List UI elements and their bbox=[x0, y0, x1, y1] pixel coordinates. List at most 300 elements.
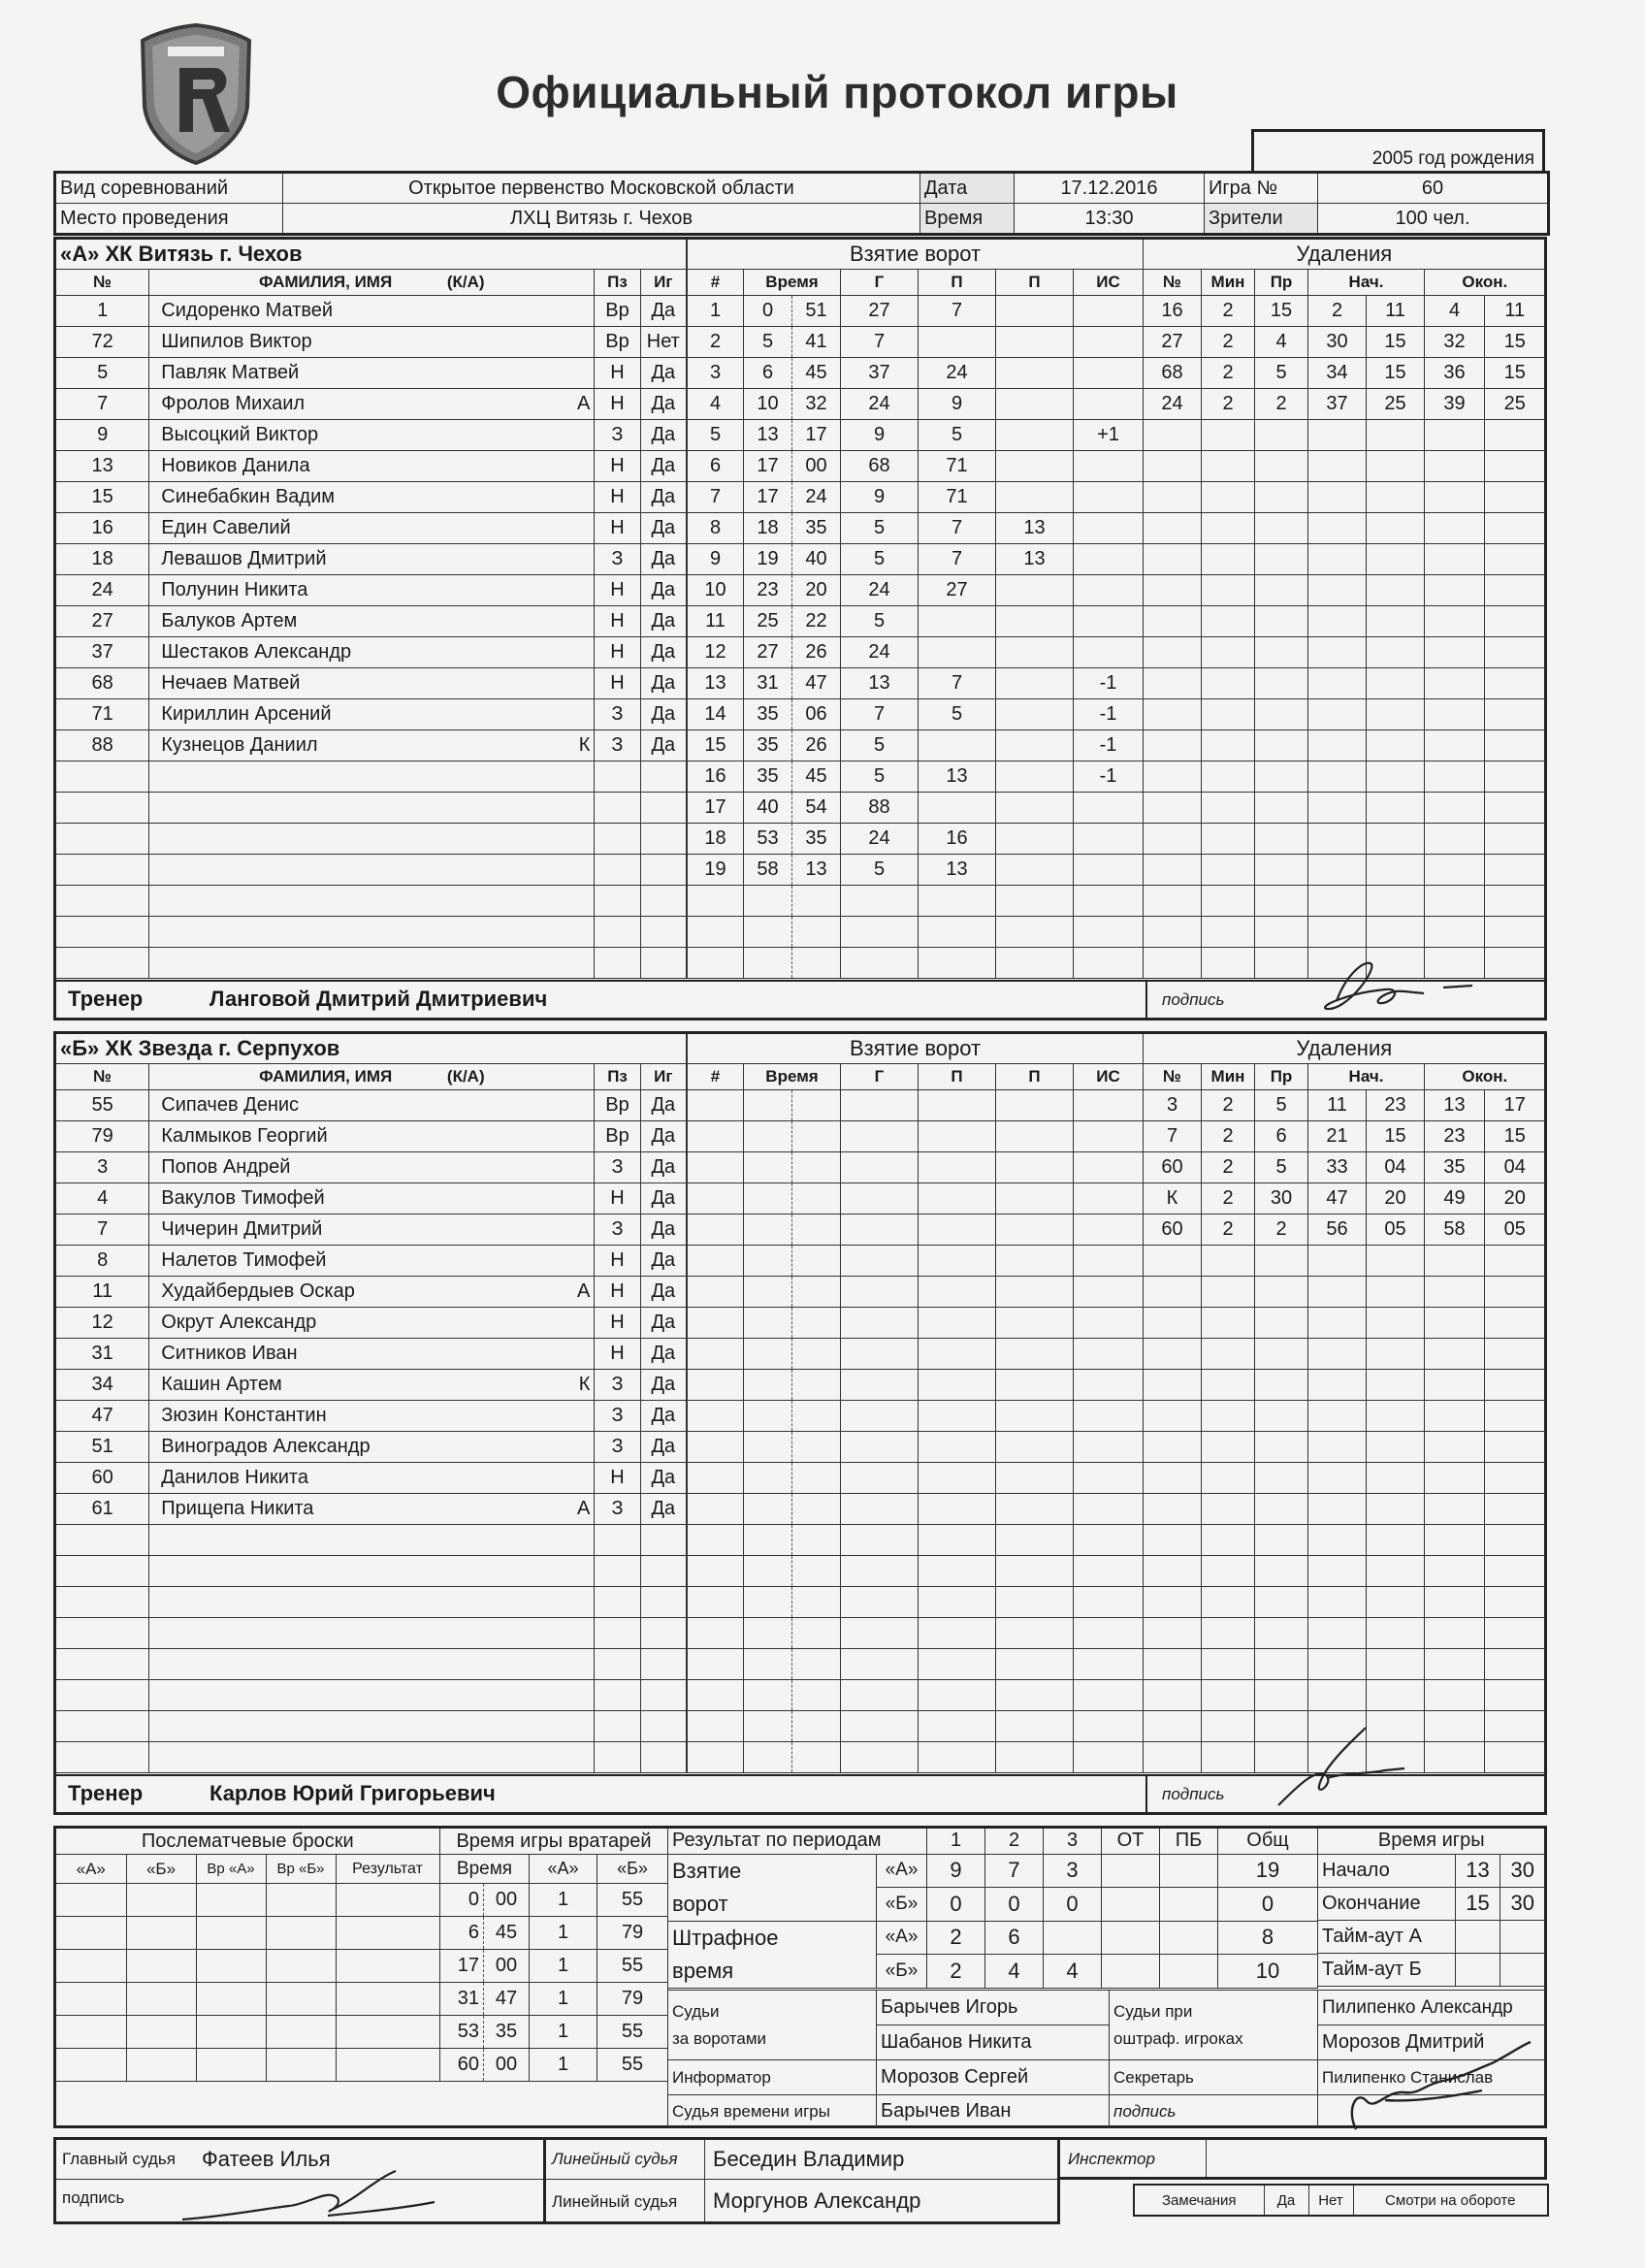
penalty-player bbox=[1144, 1277, 1202, 1308]
col-pen-num: № bbox=[1144, 1064, 1202, 1090]
goal-second: 45 bbox=[792, 761, 841, 793]
player-position bbox=[595, 1556, 640, 1587]
penalty-start-sec bbox=[1367, 1587, 1425, 1618]
penalty-minutes bbox=[1202, 1525, 1255, 1556]
goal-assist-2 bbox=[996, 1494, 1074, 1525]
goal-row bbox=[688, 1587, 1144, 1618]
goal-row bbox=[688, 1090, 1144, 1121]
player-row bbox=[56, 1090, 687, 1121]
player-role bbox=[541, 1556, 595, 1587]
player-row bbox=[56, 606, 687, 637]
player-number: 79 bbox=[56, 1121, 149, 1152]
goal-row bbox=[688, 793, 1144, 824]
penalty-start-min bbox=[1308, 1680, 1367, 1711]
goals-team-a: «А» bbox=[877, 1854, 927, 1888]
penalty-start-sec bbox=[1367, 699, 1425, 730]
penalty-minutes bbox=[1202, 886, 1255, 917]
period-col-pb: ПБ bbox=[1160, 1829, 1218, 1854]
remarks-no: Нет bbox=[1308, 2185, 1353, 2216]
penalty-end-sec bbox=[1485, 1680, 1545, 1711]
penalty-start-min bbox=[1308, 544, 1367, 575]
player-played: Да bbox=[640, 296, 686, 327]
penalty-player bbox=[1144, 451, 1202, 482]
penalty-start-sec bbox=[1367, 855, 1425, 886]
goal-row bbox=[688, 761, 1144, 793]
goal-strength bbox=[1074, 389, 1144, 420]
player-role bbox=[541, 1401, 595, 1432]
goal-assist-2: 13 bbox=[996, 544, 1074, 575]
penalty-minutes: 2 bbox=[1202, 1152, 1255, 1183]
penalty-row bbox=[1144, 886, 1545, 917]
goal-assist-1 bbox=[919, 327, 996, 358]
goal-second bbox=[792, 1277, 841, 1308]
secretary-signature bbox=[1327, 2032, 1540, 2139]
player-played: Да bbox=[640, 1152, 686, 1183]
goal-assist-2: 13 bbox=[996, 513, 1074, 544]
col-pen-pr: Пр bbox=[1255, 1064, 1308, 1090]
player-name: Худайбердыев Оскар bbox=[149, 1277, 541, 1308]
penalty-start-sec: 25 bbox=[1367, 389, 1425, 420]
player-position bbox=[595, 855, 640, 886]
penalty-start-min: 30 bbox=[1308, 327, 1367, 358]
player-row bbox=[56, 1370, 687, 1401]
goal-assist-1 bbox=[919, 1711, 996, 1742]
goal-minute: 17 bbox=[744, 451, 792, 482]
player-number bbox=[56, 1618, 149, 1649]
player-played: Да bbox=[640, 606, 686, 637]
player-played bbox=[640, 1742, 686, 1773]
goal-judges-label: Судьи за воротами bbox=[668, 1991, 877, 2060]
player-played: Да bbox=[640, 668, 686, 699]
goal-minute bbox=[744, 1680, 792, 1711]
gk-second: 45 bbox=[484, 1917, 530, 1950]
penalty-minutes: 2 bbox=[1202, 296, 1255, 327]
penalty-end-sec: 11 bbox=[1485, 296, 1545, 327]
goal-minute: 25 bbox=[744, 606, 792, 637]
player-position: Н bbox=[595, 358, 640, 389]
penalty-start-sec bbox=[1367, 637, 1425, 668]
penalty-reason bbox=[1255, 730, 1308, 761]
period-cell: 0 bbox=[927, 1888, 985, 1922]
player-role bbox=[541, 513, 595, 544]
player-number: 72 bbox=[56, 327, 149, 358]
penalty-row bbox=[1144, 1370, 1545, 1401]
goal-strength bbox=[1074, 1618, 1144, 1649]
goal-assist-2 bbox=[996, 948, 1074, 979]
penalty-start-min bbox=[1308, 855, 1367, 886]
goal-minute bbox=[744, 1121, 792, 1152]
player-played: Да bbox=[640, 513, 686, 544]
goal-row bbox=[688, 1339, 1144, 1370]
penalty-player: 60 bbox=[1144, 1152, 1202, 1183]
col-num: № bbox=[56, 1064, 149, 1090]
penalty-start-min bbox=[1308, 451, 1367, 482]
player-row bbox=[56, 761, 687, 793]
goal-assist-1: 13 bbox=[919, 855, 996, 886]
goal-number: 14 bbox=[688, 699, 744, 730]
goal-number: 15 bbox=[688, 730, 744, 761]
goal-assist-1 bbox=[919, 1308, 996, 1339]
goal-scorer bbox=[841, 1121, 919, 1152]
referee-label: Главный судья bbox=[62, 2150, 176, 2168]
goal-strength bbox=[1074, 948, 1144, 979]
goal-strength bbox=[1074, 1401, 1144, 1432]
period-cell: 8 bbox=[1218, 1921, 1318, 1955]
penalty-reason bbox=[1255, 1649, 1308, 1680]
penalty-reason: 15 bbox=[1255, 296, 1308, 327]
period-cell: 0 bbox=[985, 1888, 1044, 1922]
goal-number: 4 bbox=[688, 389, 744, 420]
referee-name: Фатеев Илья bbox=[202, 2147, 331, 2171]
goal-row bbox=[688, 668, 1144, 699]
penalty-start-sec bbox=[1367, 1277, 1425, 1308]
player-role bbox=[541, 855, 595, 886]
goal-assist-2 bbox=[996, 1277, 1074, 1308]
player-position bbox=[595, 761, 640, 793]
penalty-row bbox=[1144, 420, 1545, 451]
end-minute: 30 bbox=[1500, 1887, 1545, 1920]
penalty-minutes bbox=[1202, 1463, 1255, 1494]
goal-assist-2 bbox=[996, 1618, 1074, 1649]
goal-row bbox=[688, 296, 1144, 327]
penalty-start-min bbox=[1308, 1401, 1367, 1432]
penalty-minutes: 2 bbox=[1202, 358, 1255, 389]
player-name: Данилов Никита bbox=[149, 1463, 541, 1494]
col-g: Г bbox=[841, 270, 919, 296]
team-a-section bbox=[53, 237, 1547, 1021]
player-played bbox=[640, 917, 686, 948]
player-name bbox=[149, 1587, 541, 1618]
shootout-cell bbox=[266, 1983, 336, 2016]
player-role bbox=[541, 1742, 595, 1773]
goal-scorer: 13 bbox=[841, 668, 919, 699]
game-no-label: Игра № bbox=[1205, 173, 1318, 204]
penalty-start-sec bbox=[1367, 482, 1425, 513]
goal-scorer bbox=[841, 1649, 919, 1680]
shootout-title: Послематчевые броски bbox=[56, 1829, 439, 1855]
period-cell bbox=[1102, 1955, 1160, 1989]
penalty-minutes bbox=[1202, 482, 1255, 513]
goal-assist-2 bbox=[996, 451, 1074, 482]
goal-minute bbox=[744, 1463, 792, 1494]
goal-scorer bbox=[841, 1308, 919, 1339]
col-pen-end: Окон. bbox=[1425, 270, 1545, 296]
penalty-end-sec bbox=[1485, 575, 1545, 606]
player-played bbox=[640, 1587, 686, 1618]
penalty-judges-label: Судьи при оштраф. игроках bbox=[1110, 1991, 1318, 2060]
gk-col-b: «Б» bbox=[597, 1855, 668, 1884]
goal-scorer bbox=[841, 1246, 919, 1277]
player-role bbox=[541, 1463, 595, 1494]
goal-second: 13 bbox=[792, 855, 841, 886]
penalty-start-min bbox=[1308, 1525, 1367, 1556]
shootout-cell bbox=[336, 2016, 439, 2049]
penalty-reason bbox=[1255, 917, 1308, 948]
penalty-end-min bbox=[1425, 886, 1485, 917]
penalty-minutes: 2 bbox=[1202, 1215, 1255, 1246]
player-row bbox=[56, 637, 687, 668]
goal-row bbox=[688, 1463, 1144, 1494]
linesman-1-label: Линейный судья bbox=[552, 2150, 678, 2168]
player-name bbox=[149, 793, 541, 824]
player-position bbox=[595, 1680, 640, 1711]
goal-minute bbox=[744, 1711, 792, 1742]
game-time-title: Время игры bbox=[1318, 1829, 1545, 1854]
goal-number: 16 bbox=[688, 761, 744, 793]
shootout-cell bbox=[336, 1983, 439, 2016]
penalty-row bbox=[1144, 1215, 1545, 1246]
goal-minute: 10 bbox=[744, 389, 792, 420]
team-b-section bbox=[53, 1031, 1547, 1815]
player-number bbox=[56, 793, 149, 824]
penalty-end-sec bbox=[1485, 1339, 1545, 1370]
goal-number bbox=[688, 1308, 744, 1339]
player-row bbox=[56, 575, 687, 606]
goal-second bbox=[792, 1246, 841, 1277]
referee-box bbox=[53, 2137, 546, 2224]
goal-scorer bbox=[841, 1680, 919, 1711]
period-results-table bbox=[667, 1829, 1318, 1989]
goal-number: 9 bbox=[688, 544, 744, 575]
penalty-reason: 5 bbox=[1255, 1090, 1308, 1121]
player-position: Н bbox=[595, 606, 640, 637]
competition-value: Открытое первенство Московской области bbox=[283, 173, 920, 204]
player-row bbox=[56, 699, 687, 730]
penalty-player bbox=[1144, 1525, 1202, 1556]
penalty-minutes bbox=[1202, 1680, 1255, 1711]
goal-assist-1: 13 bbox=[919, 761, 996, 793]
player-row bbox=[56, 420, 687, 451]
goal-assist-2 bbox=[996, 1680, 1074, 1711]
player-role bbox=[541, 606, 595, 637]
goal-assist-1: 7 bbox=[919, 544, 996, 575]
penalty-minutes bbox=[1202, 668, 1255, 699]
player-played bbox=[640, 886, 686, 917]
player-played bbox=[640, 1711, 686, 1742]
referee-signature bbox=[173, 2159, 464, 2227]
goal-scorer bbox=[841, 1463, 919, 1494]
player-number: 16 bbox=[56, 513, 149, 544]
goal-scorer: 5 bbox=[841, 761, 919, 793]
penalty-end-sec bbox=[1485, 1556, 1545, 1587]
goal-second: 54 bbox=[792, 793, 841, 824]
penalty-player bbox=[1144, 668, 1202, 699]
shootout-cell bbox=[266, 1884, 336, 1917]
player-played: Да bbox=[640, 1432, 686, 1463]
penalty-minutes bbox=[1202, 761, 1255, 793]
birth-year-box bbox=[1251, 129, 1545, 172]
penalty-reason bbox=[1255, 544, 1308, 575]
penalty-start-sec bbox=[1367, 824, 1425, 855]
penalty-row bbox=[1144, 855, 1545, 886]
penalty-start-min bbox=[1308, 1618, 1367, 1649]
penalty-minutes bbox=[1202, 606, 1255, 637]
penalty-start-min bbox=[1308, 824, 1367, 855]
player-position: З bbox=[595, 1152, 640, 1183]
player-played: Да bbox=[640, 451, 686, 482]
player-played: Да bbox=[640, 1463, 686, 1494]
goal-number bbox=[688, 1463, 744, 1494]
goal-row bbox=[688, 482, 1144, 513]
penalty-player: 27 bbox=[1144, 327, 1202, 358]
goal-second: 41 bbox=[792, 327, 841, 358]
player-role bbox=[541, 1183, 595, 1215]
goal-assist-1: 5 bbox=[919, 420, 996, 451]
penalty-row bbox=[1144, 1587, 1545, 1618]
goal-strength bbox=[1074, 1121, 1144, 1152]
gk-minute: 53 bbox=[440, 2016, 484, 2049]
gk-row bbox=[440, 1983, 668, 2016]
penalty-end-min bbox=[1425, 1401, 1485, 1432]
penalty-row bbox=[1144, 296, 1545, 327]
player-name: Кузнецов Даниил bbox=[149, 730, 541, 761]
player-name bbox=[149, 1680, 541, 1711]
penalty-player: 16 bbox=[1144, 296, 1202, 327]
goal-strength bbox=[1074, 358, 1144, 389]
goal-minute bbox=[744, 1432, 792, 1463]
goal-strength bbox=[1074, 824, 1144, 855]
goal-minute: 53 bbox=[744, 824, 792, 855]
penalty-reason bbox=[1255, 637, 1308, 668]
penalty-end-sec bbox=[1485, 1308, 1545, 1339]
goal-second: 26 bbox=[792, 637, 841, 668]
goal-assist-1: 7 bbox=[919, 513, 996, 544]
player-row bbox=[56, 1463, 687, 1494]
goal-strength bbox=[1074, 1711, 1144, 1742]
player-row bbox=[56, 855, 687, 886]
goal-scorer bbox=[841, 1711, 919, 1742]
team-a-roster bbox=[56, 240, 687, 979]
goal-second: 40 bbox=[792, 544, 841, 575]
goals-team-b: «Б» bbox=[877, 1888, 927, 1922]
col-p2: П bbox=[996, 270, 1074, 296]
goal-scorer bbox=[841, 1277, 919, 1308]
goal-minute: 13 bbox=[744, 420, 792, 451]
penalty-start-min bbox=[1308, 1556, 1367, 1587]
goals-title: Взятие ворот bbox=[688, 1034, 1144, 1064]
player-played: Да bbox=[640, 730, 686, 761]
goal-minute bbox=[744, 1339, 792, 1370]
goal-minute: 23 bbox=[744, 575, 792, 606]
goal-assist-1: 9 bbox=[919, 389, 996, 420]
penalty-reason bbox=[1255, 420, 1308, 451]
col-hash: # bbox=[688, 270, 744, 296]
period-title: Результат по периодам bbox=[668, 1829, 927, 1854]
player-role bbox=[541, 1525, 595, 1556]
goal-strength: -1 bbox=[1074, 761, 1144, 793]
goal-assist-2 bbox=[996, 358, 1074, 389]
goal-assist-2 bbox=[996, 482, 1074, 513]
time-value: 13:30 bbox=[1015, 204, 1205, 235]
goal-row bbox=[688, 1680, 1144, 1711]
goal-strength bbox=[1074, 1556, 1144, 1587]
goal-number bbox=[688, 1339, 744, 1370]
goal-assist-1 bbox=[919, 1183, 996, 1215]
penalty-start-min bbox=[1308, 668, 1367, 699]
penalty-player bbox=[1144, 793, 1202, 824]
info-table bbox=[53, 171, 1550, 236]
player-position: Вр bbox=[595, 296, 640, 327]
goal-second bbox=[792, 1090, 841, 1121]
player-played: Да bbox=[640, 1121, 686, 1152]
goal-second bbox=[792, 1339, 841, 1370]
coach-signature-label: подпись bbox=[1162, 1785, 1225, 1803]
player-row bbox=[56, 1401, 687, 1432]
penalty-start-sec bbox=[1367, 1525, 1425, 1556]
shootout-cell bbox=[266, 2016, 336, 2049]
penalty-reason bbox=[1255, 1339, 1308, 1370]
penalty-end-min bbox=[1425, 1618, 1485, 1649]
player-role: А bbox=[541, 389, 595, 420]
goal-scorer bbox=[841, 1370, 919, 1401]
referee-signature-label: подпись bbox=[62, 2188, 125, 2207]
penalty-player bbox=[1144, 699, 1202, 730]
penalty-reason: 30 bbox=[1255, 1183, 1308, 1215]
goal-scorer bbox=[841, 1090, 919, 1121]
gk-team-b: 55 bbox=[597, 1950, 668, 1983]
end-hour: 15 bbox=[1456, 1887, 1500, 1920]
goal-minute bbox=[744, 1556, 792, 1587]
goal-assist-1: 16 bbox=[919, 824, 996, 855]
goal-scorer: 24 bbox=[841, 575, 919, 606]
penalty-end-min bbox=[1425, 917, 1485, 948]
penalty-start-sec bbox=[1367, 793, 1425, 824]
player-played: Да bbox=[640, 544, 686, 575]
penalty-end-sec bbox=[1485, 1246, 1545, 1277]
goal-strength bbox=[1074, 1215, 1144, 1246]
penalty-end-sec bbox=[1485, 606, 1545, 637]
player-row bbox=[56, 1246, 687, 1277]
player-row bbox=[56, 1121, 687, 1152]
player-name bbox=[149, 855, 541, 886]
remarks-label: Замечания bbox=[1134, 2185, 1264, 2216]
start-minute: 30 bbox=[1500, 1854, 1545, 1887]
time-label: Время bbox=[920, 204, 1015, 235]
col-p2: П bbox=[996, 1064, 1074, 1090]
penalty-end-min bbox=[1425, 668, 1485, 699]
player-role bbox=[541, 451, 595, 482]
team-a-title: «А» ХК Витязь г. Чехов bbox=[60, 242, 303, 266]
goal-second: 26 bbox=[792, 730, 841, 761]
goal-strength bbox=[1074, 544, 1144, 575]
goal-second bbox=[792, 1463, 841, 1494]
goal-assist-1 bbox=[919, 1494, 996, 1525]
team-b-roster bbox=[56, 1034, 687, 1773]
penalty-row bbox=[1144, 761, 1545, 793]
penalty-row bbox=[1144, 1432, 1545, 1463]
player-name bbox=[149, 761, 541, 793]
goal-assist-1: 71 bbox=[919, 451, 996, 482]
penalty-end-sec bbox=[1485, 761, 1545, 793]
player-number: 7 bbox=[56, 389, 149, 420]
goal-scorer: 5 bbox=[841, 855, 919, 886]
penalty-end-sec bbox=[1485, 637, 1545, 668]
goal-assist-1: 71 bbox=[919, 482, 996, 513]
penalty-end-sec bbox=[1485, 451, 1545, 482]
goal-scorer bbox=[841, 1494, 919, 1525]
penalty-row bbox=[1144, 1339, 1545, 1370]
goal-assist-1 bbox=[919, 1121, 996, 1152]
col-pz: Пз bbox=[595, 270, 640, 296]
gk-second: 00 bbox=[484, 1884, 530, 1917]
penalty-minutes: 2 bbox=[1202, 1090, 1255, 1121]
penalty-row bbox=[1144, 730, 1545, 761]
goal-row bbox=[688, 1308, 1144, 1339]
penalty-row bbox=[1144, 544, 1545, 575]
player-position bbox=[595, 917, 640, 948]
player-name: Чичерин Дмитрий bbox=[149, 1215, 541, 1246]
period-cell bbox=[1160, 1955, 1218, 1989]
